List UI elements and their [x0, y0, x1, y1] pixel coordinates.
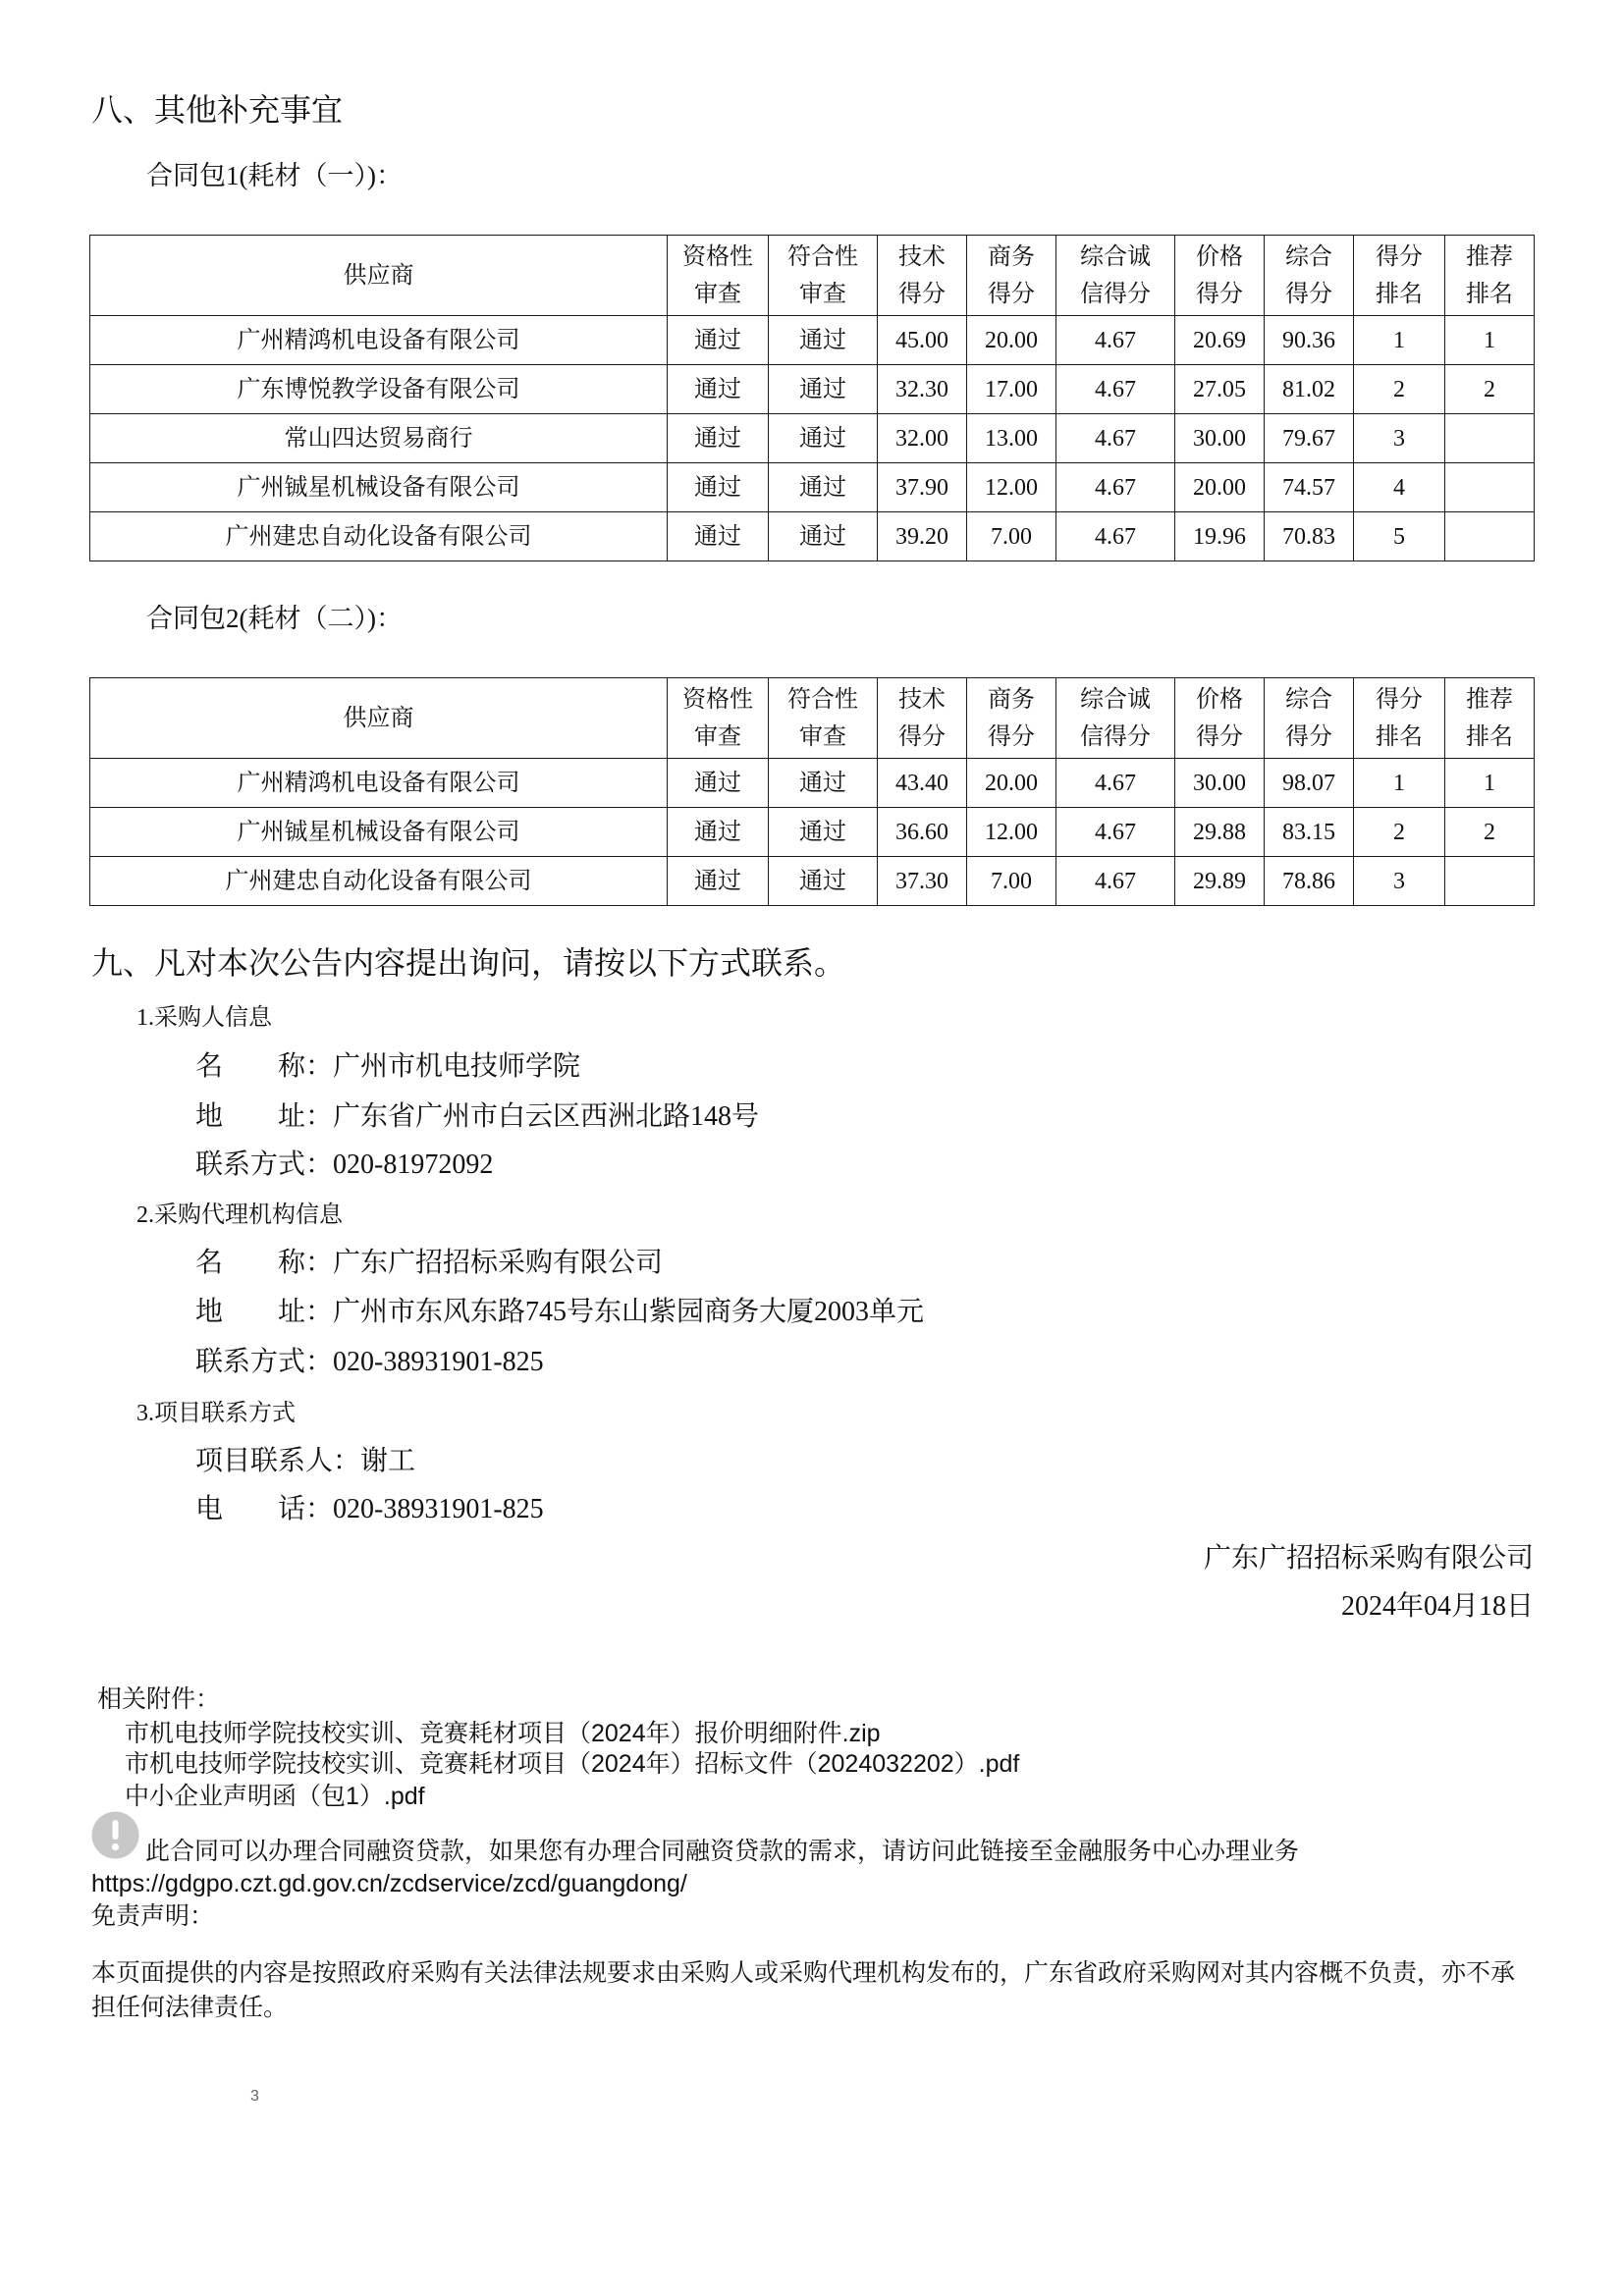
price-score-cell: 27.05	[1175, 365, 1265, 414]
header-recommend-rank: 推荐 排名	[1445, 678, 1535, 759]
header-qualification-review: 资格性 审查	[668, 236, 769, 316]
integrity-score-cell: 4.67	[1056, 808, 1175, 857]
header-technical-score: 技术 得分	[878, 236, 967, 316]
alert-icon	[91, 1811, 139, 1859]
agency-contact-label: 联系方式：	[195, 1347, 334, 1377]
package-1-title: 合同包1(耗材（一）)：	[146, 161, 403, 190]
disclaimer-text-line: 本页面提供的内容是按照政府采购有关法律法规要求由采购人或采购代理机构发布的，广东省政府采购网对其内容概不负责，亦不承	[91, 1959, 1516, 1987]
price-score-cell: 29.89	[1175, 857, 1265, 906]
header-score-rank: 得分 排名	[1354, 236, 1445, 316]
table-row	[90, 414, 1535, 463]
project-person-line	[195, 1444, 415, 1479]
supplier-cell: 广州铖星机械设备有限公司	[90, 463, 668, 512]
signature-date: 2024年04月18日	[1340, 1591, 1534, 1622]
table-row	[90, 316, 1535, 365]
business-score-cell: 17.00	[967, 365, 1056, 414]
recommend-rank-cell: 2	[1445, 808, 1535, 857]
disclaimer-text-line: 担任何法律责任。	[91, 1994, 289, 2021]
header-technical-score: 技术 得分	[878, 678, 967, 759]
package-1-score-table	[89, 235, 1535, 561]
purchaser-info-title: 1.采购人信息	[136, 1005, 272, 1031]
agency-address: 广州市东风东路745号东山紫园商务大厦2003单元	[333, 1297, 925, 1327]
qualification-cell: 通过	[668, 759, 769, 808]
score-rank-cell: 1	[1354, 759, 1445, 808]
qualification-cell: 通过	[668, 365, 769, 414]
agency-name-label: 名 称：	[195, 1248, 334, 1278]
score-rank-cell: 2	[1354, 365, 1445, 414]
header-total-score: 综合 得分	[1265, 236, 1354, 316]
total-score-cell: 98.07	[1265, 759, 1354, 808]
project-phone-label: 电 话：	[195, 1494, 334, 1524]
attachment-link[interactable]: 市机电技师学院技校实训、竞赛耗材项目（2024年）招标文件（2024032202）.pdf	[125, 1750, 1020, 1778]
recommend-rank-cell	[1445, 512, 1535, 561]
price-score-cell: 19.96	[1175, 512, 1265, 561]
project-person: 谢工	[360, 1446, 416, 1476]
integrity-score-cell: 4.67	[1056, 857, 1175, 906]
technical-score-cell: 45.00	[878, 316, 967, 365]
total-score-cell: 81.02	[1265, 365, 1354, 414]
supplier-cell: 常山四达贸易商行	[90, 414, 668, 463]
total-score-cell: 79.67	[1265, 414, 1354, 463]
agency-name-line	[195, 1246, 663, 1281]
business-score-cell: 13.00	[967, 414, 1056, 463]
supplier-cell: 广州铖星机械设备有限公司	[90, 808, 668, 857]
project-person-label: 项目联系人：	[195, 1446, 361, 1476]
business-score-cell: 7.00	[967, 512, 1056, 561]
header-qualification-review: 资格性 审查	[668, 678, 769, 759]
score-rank-cell: 3	[1354, 414, 1445, 463]
package-2-score-table	[89, 677, 1535, 906]
integrity-score-cell: 4.67	[1056, 414, 1175, 463]
agency-address-label: 地 址：	[195, 1297, 334, 1327]
purchaser-contact: 020-81972092	[333, 1149, 494, 1180]
compliance-cell: 通过	[769, 512, 878, 561]
header-score-rank: 得分 排名	[1354, 678, 1445, 759]
header-price-score: 价格 得分	[1175, 678, 1265, 759]
price-score-cell: 30.00	[1175, 414, 1265, 463]
business-score-cell: 12.00	[967, 808, 1056, 857]
score-rank-cell: 3	[1354, 857, 1445, 906]
purchaser-address-label: 地 址：	[195, 1101, 334, 1132]
compliance-cell: 通过	[769, 316, 878, 365]
table-row	[90, 463, 1535, 512]
supplier-cell: 广州精鸿机电设备有限公司	[90, 316, 668, 365]
agency-address-line	[195, 1295, 924, 1330]
header-recommend-rank: 推荐 排名	[1445, 236, 1535, 316]
qualification-cell: 通过	[668, 463, 769, 512]
qualification-cell: 通过	[668, 808, 769, 857]
section-8-heading: 八、其他补充事宜	[91, 92, 344, 128]
qualification-cell: 通过	[668, 316, 769, 365]
header-business-score: 商务 得分	[967, 678, 1056, 759]
technical-score-cell: 43.40	[878, 759, 967, 808]
purchaser-contact-label: 联系方式：	[195, 1149, 334, 1180]
technical-score-cell: 36.60	[878, 808, 967, 857]
business-score-cell: 20.00	[967, 759, 1056, 808]
price-score-cell: 29.88	[1175, 808, 1265, 857]
recommend-rank-cell	[1445, 463, 1535, 512]
signature-company: 广东广招招标采购有限公司	[1203, 1543, 1534, 1574]
table-row	[90, 808, 1535, 857]
disclaimer-label: 免责声明：	[91, 1902, 215, 1930]
header-compliance-review: 符合性 审查	[769, 678, 878, 759]
score-rank-cell: 2	[1354, 808, 1445, 857]
financing-url-link[interactable]: https://gdgpo.czt.gd.gov.cn/zcdservice/zcd/guangdong/	[91, 1870, 687, 1897]
total-score-cell: 70.83	[1265, 512, 1354, 561]
total-score-cell: 83.15	[1265, 808, 1354, 857]
supplier-cell: 广州精鸿机电设备有限公司	[90, 759, 668, 808]
recommend-rank-cell	[1445, 857, 1535, 906]
integrity-score-cell: 4.67	[1056, 463, 1175, 512]
header-supplier: 供应商	[90, 678, 668, 759]
price-score-cell: 30.00	[1175, 759, 1265, 808]
supplier-cell: 广东博悦教学设备有限公司	[90, 365, 668, 414]
agency-name: 广东广招招标采购有限公司	[333, 1248, 664, 1278]
purchaser-contact-line	[195, 1148, 493, 1183]
table-row	[90, 512, 1535, 561]
header-price-score: 价格 得分	[1175, 236, 1265, 316]
table-header-row	[90, 236, 1535, 316]
financing-notice: 此合同可以办理合同融资贷款，如果您有办理合同融资贷款的需求，请访问此链接至金融服务中心办理业务	[145, 1838, 1300, 1865]
qualification-cell: 通过	[668, 414, 769, 463]
project-phone-line	[195, 1492, 544, 1527]
qualification-cell: 通过	[668, 857, 769, 906]
header-integrity-score: 综合诚 信得分	[1056, 678, 1175, 759]
price-score-cell: 20.00	[1175, 463, 1265, 512]
package-2-title: 合同包2(耗材（二）)：	[146, 604, 403, 633]
table-row	[90, 857, 1535, 906]
compliance-cell: 通过	[769, 808, 878, 857]
table-row	[90, 365, 1535, 414]
header-supplier: 供应商	[90, 236, 668, 316]
purchaser-address-line	[195, 1099, 759, 1135]
attachments-label: 相关附件：	[97, 1685, 221, 1713]
compliance-cell: 通过	[769, 365, 878, 414]
header-compliance-review: 符合性 审查	[769, 236, 878, 316]
supplier-cell: 广州建忠自动化设备有限公司	[90, 512, 668, 561]
purchaser-name-label: 名 称：	[195, 1051, 334, 1082]
section-9-heading: 九、凡对本次公告内容提出询问，请按以下方式联系。	[91, 945, 846, 981]
technical-score-cell: 39.20	[878, 512, 967, 561]
total-score-cell: 74.57	[1265, 463, 1354, 512]
recommend-rank-cell: 1	[1445, 316, 1535, 365]
qualification-cell: 通过	[668, 512, 769, 561]
header-business-score: 商务 得分	[967, 236, 1056, 316]
header-integrity-score: 综合诚 信得分	[1056, 236, 1175, 316]
table-header-row	[90, 678, 1535, 759]
agency-info-title: 2.采购代理机构信息	[136, 1202, 343, 1228]
purchaser-name-line	[195, 1049, 580, 1085]
score-rank-cell: 5	[1354, 512, 1445, 561]
compliance-cell: 通过	[769, 414, 878, 463]
project-phone: 020-38931901-825	[333, 1494, 544, 1524]
business-score-cell: 20.00	[967, 316, 1056, 365]
compliance-cell: 通过	[769, 857, 878, 906]
total-score-cell: 78.86	[1265, 857, 1354, 906]
supplier-cell: 广州建忠自动化设备有限公司	[90, 857, 668, 906]
technical-score-cell: 32.30	[878, 365, 967, 414]
recommend-rank-cell: 1	[1445, 759, 1535, 808]
technical-score-cell: 37.90	[878, 463, 967, 512]
attachment-link[interactable]: 中小企业声明函（包1）.pdf	[125, 1783, 425, 1810]
agency-contact: 020-38931901-825	[333, 1347, 544, 1377]
purchaser-address: 广东省广州市白云区西洲北路148号	[333, 1101, 760, 1132]
recommend-rank-cell: 2	[1445, 365, 1535, 414]
technical-score-cell: 37.30	[878, 857, 967, 906]
compliance-cell: 通过	[769, 759, 878, 808]
integrity-score-cell: 4.67	[1056, 316, 1175, 365]
agency-contact-line	[195, 1345, 544, 1380]
score-rank-cell: 1	[1354, 316, 1445, 365]
header-total-score: 综合 得分	[1265, 678, 1354, 759]
business-score-cell: 7.00	[967, 857, 1056, 906]
integrity-score-cell: 4.67	[1056, 759, 1175, 808]
purchaser-name: 广州市机电技师学院	[333, 1051, 581, 1082]
business-score-cell: 12.00	[967, 463, 1056, 512]
integrity-score-cell: 4.67	[1056, 512, 1175, 561]
score-rank-cell: 4	[1354, 463, 1445, 512]
project-contact-title: 3.项目联系方式	[136, 1401, 296, 1426]
attachment-link[interactable]: 市机电技师学院技校实训、竞赛耗材项目（2024年）报价明细附件.zip	[125, 1720, 881, 1747]
compliance-cell: 通过	[769, 463, 878, 512]
technical-score-cell: 32.00	[878, 414, 967, 463]
price-score-cell: 20.69	[1175, 316, 1265, 365]
integrity-score-cell: 4.67	[1056, 365, 1175, 414]
table-row	[90, 759, 1535, 808]
recommend-rank-cell	[1445, 414, 1535, 463]
page-number: 3	[250, 2088, 259, 2105]
total-score-cell: 90.36	[1265, 316, 1354, 365]
